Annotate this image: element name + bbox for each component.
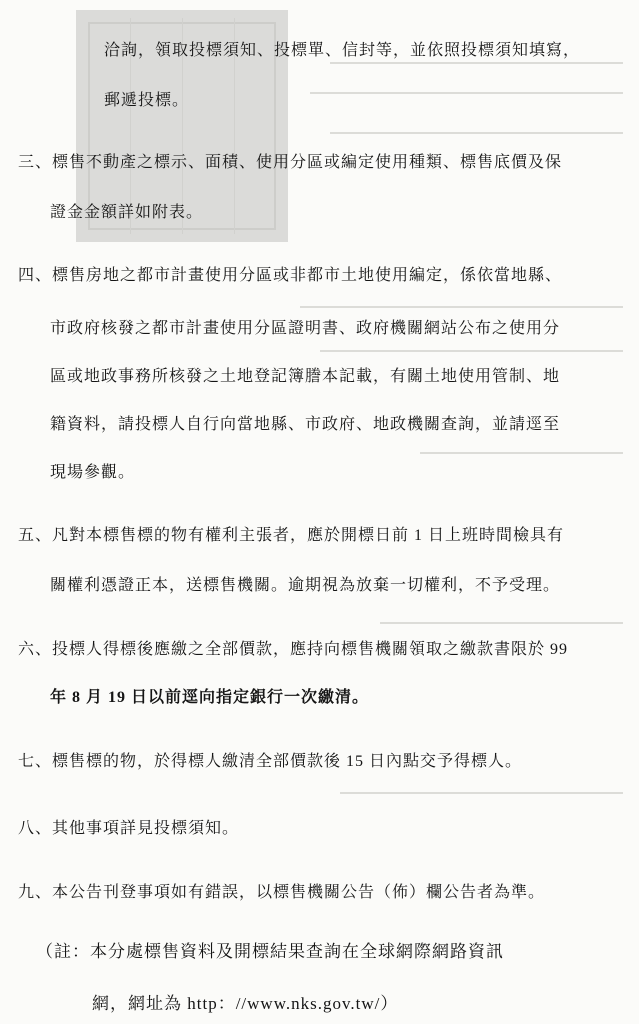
text-line: 市政府核發之都市計畫使用分區證明書、政府機關網站公布之使用分 [50, 318, 561, 337]
bleed-through-line [320, 350, 623, 352]
section-eight: 八、其他事項詳見投標須知。 [18, 818, 240, 837]
bleed-through-line [330, 132, 623, 134]
text-line: 籍資料，請投標人自行向當地縣、市政府、地政機關查詢，並請逕至 [50, 414, 561, 433]
bleed-through-line [310, 92, 623, 94]
bleed-through-line [340, 792, 623, 794]
text-line: 洽詢，領取投標須知、投標單、信封等，並依照投標須知填寫， [104, 40, 581, 59]
text-line: 年 8 月 19 日以前逕向指定銀行一次繳清。 [50, 689, 370, 706]
text-line: 證金金額詳如附表。 [50, 202, 204, 221]
footnote: （註：本分處標售資料及開標結果查詢在全球網際網路資訊 [36, 942, 504, 962]
section-six: 六、投標人得標後應繳之全部價款，應持向標售機關領取之繳款書限於 99 [18, 641, 569, 658]
section-seven: 七、標售標的物，於得標人繳清全部價款後 15 日內點交予得標人。 [18, 753, 523, 770]
footnote-url: 網，網址為 http：//www.nks.gov.tw/） [92, 994, 399, 1013]
section-five: 五、凡對本標售標的物有權利主張者，應於開標日前 1 日上班時間檢具有 [18, 527, 565, 544]
section-three: 三、標售不動產之標示、面積、使用分區或編定使用種類、標售底價及保 [18, 152, 563, 171]
bleed-through-line [420, 452, 623, 454]
section-nine: 九、本公告刊登事項如有錯誤，以標售機關公告（佈）欄公告者為準。 [18, 882, 546, 901]
bleed-through-line [330, 62, 623, 64]
bleed-through-line [380, 622, 623, 624]
text-line: 區或地政事務所核發之土地登記簿謄本記載，有關土地使用管制、地 [50, 366, 561, 385]
text-line: 關權利憑證正本，送標售機關。逾期視為放棄一切權利，不予受理。 [50, 575, 561, 594]
text-line: 郵遞投標。 [104, 90, 190, 109]
bleed-through-line [300, 306, 623, 308]
section-four: 四、標售房地之都市計畫使用分區或非都市土地使用編定，係依當地縣、 [18, 265, 563, 284]
text-line: 現場參觀。 [50, 462, 136, 481]
